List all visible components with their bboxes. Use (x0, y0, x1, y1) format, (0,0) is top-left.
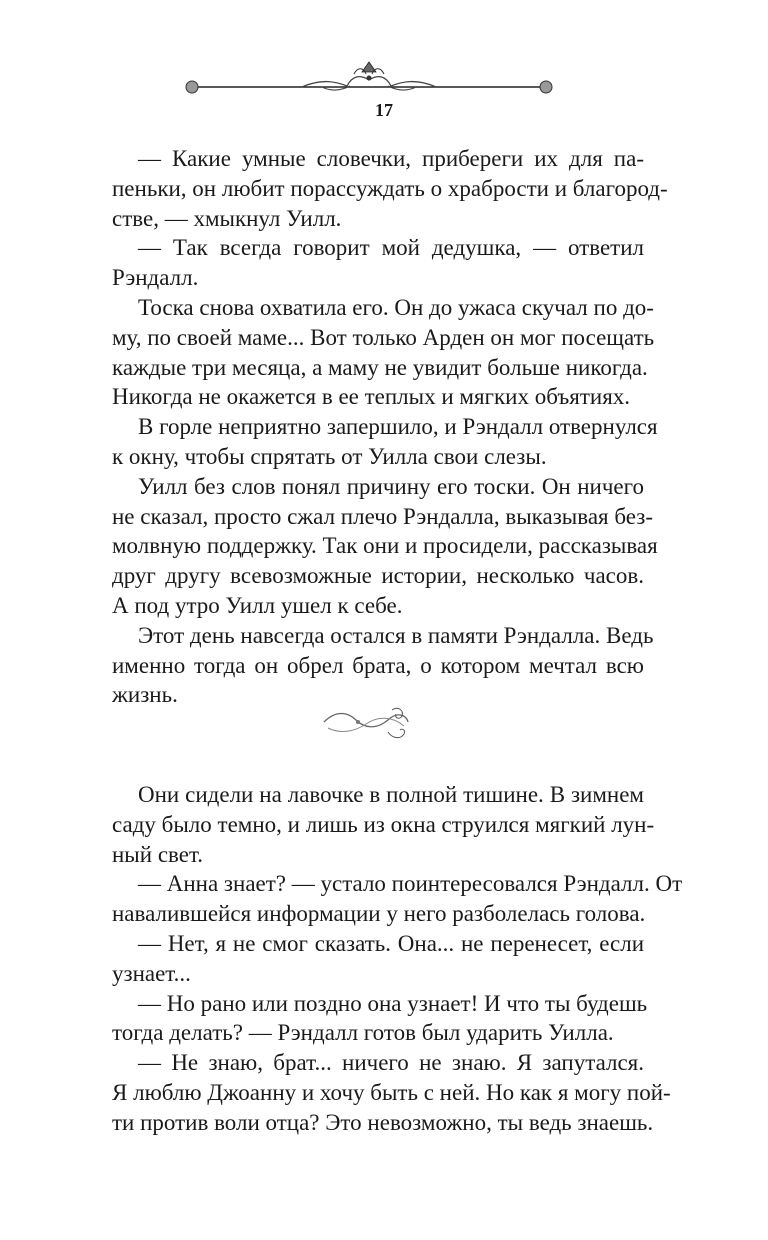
text-line: В горле неприятно запершило, и Рэндалл отвернулся (138, 414, 658, 440)
text-line: каждые три месяца, а маму не увидит больше никогда. (112, 354, 648, 380)
text-line: ный свет. (112, 841, 204, 867)
text-line: — Но рано или поздно она узнает! И что ты будешь (138, 990, 648, 1016)
text-line: Этот день навсегда остался в памяти Рэндалла. Ведь (138, 622, 654, 648)
text-line: Никогда не окажется в ее теплых и мягких объятиях. (112, 384, 631, 410)
text-line: пеньки, он любит порассуждать о храбрости и благород- (112, 175, 668, 201)
text-line: Тоска снова охватила его. Он до ужаса скучал по до- (138, 294, 654, 320)
text-block-2 (112, 780, 683, 1138)
text-line: навалившейся информации у него разболелась голова. (112, 901, 646, 927)
text-line: жизнь. (112, 682, 178, 708)
text-line: А под утро Уилл ушел к себе. (112, 592, 403, 618)
text-line: тогда делать? — Рэндалл готов был ударить Уилла. (112, 1020, 614, 1046)
text-line: друг другу всевозможные истории, несколько часов. (112, 563, 644, 589)
text-line: Рэндалл. (112, 265, 199, 291)
text-line: Я люблю Джоанну и хочу быть с ней. Но как я могу пой- (112, 1079, 671, 1105)
text-line: — Так всегда говорит мой дедушка, — ответил (138, 235, 644, 261)
scroll-flourish-icon (318, 702, 414, 744)
text-line: — Какие умные словечки, прибереги их для па- (138, 146, 644, 171)
text-line: — Не знаю, брат... ничего не знаю. Я запутался. (138, 1050, 644, 1076)
text-line: ти против воли отца? Это невозможно, ты ведь знаешь. (112, 1109, 654, 1135)
text-line: стве, — хмыкнул Уилл. (112, 205, 342, 231)
text-line: Они сидели на лавочке в полной тишине. В зимнем (138, 782, 644, 807)
text-line: узнает... (112, 960, 191, 986)
text-line: к окну, чтобы спрятать от Уилла свои слезы. (112, 443, 547, 469)
text-line: молвную поддержку. Так они и просидели, рассказывая (112, 533, 658, 559)
text-line: — Анна знает? — устало поинтересовался Рэндалл. От (138, 871, 683, 897)
text-line: Уилл без слов понял причину его тоски. Он ничего (138, 473, 644, 499)
flourish-divider-icon (182, 60, 556, 100)
text-line: — Нет, я не смог сказать. Она... не перенесет, если (138, 930, 644, 956)
text-line: не сказал, просто сжал плечо Рэндалла, выказывая без- (112, 503, 653, 529)
page-number: 17 (375, 100, 393, 120)
text-line: саду было темно, и лишь из окна струился мягкий лун- (112, 811, 655, 837)
text-block-1 (112, 144, 668, 710)
text-line: му, по своей маме... Вот только Арден он мог посещать (112, 324, 655, 350)
text-line: именно тогда он обрел брата, о котором мечтал всю (112, 652, 644, 678)
